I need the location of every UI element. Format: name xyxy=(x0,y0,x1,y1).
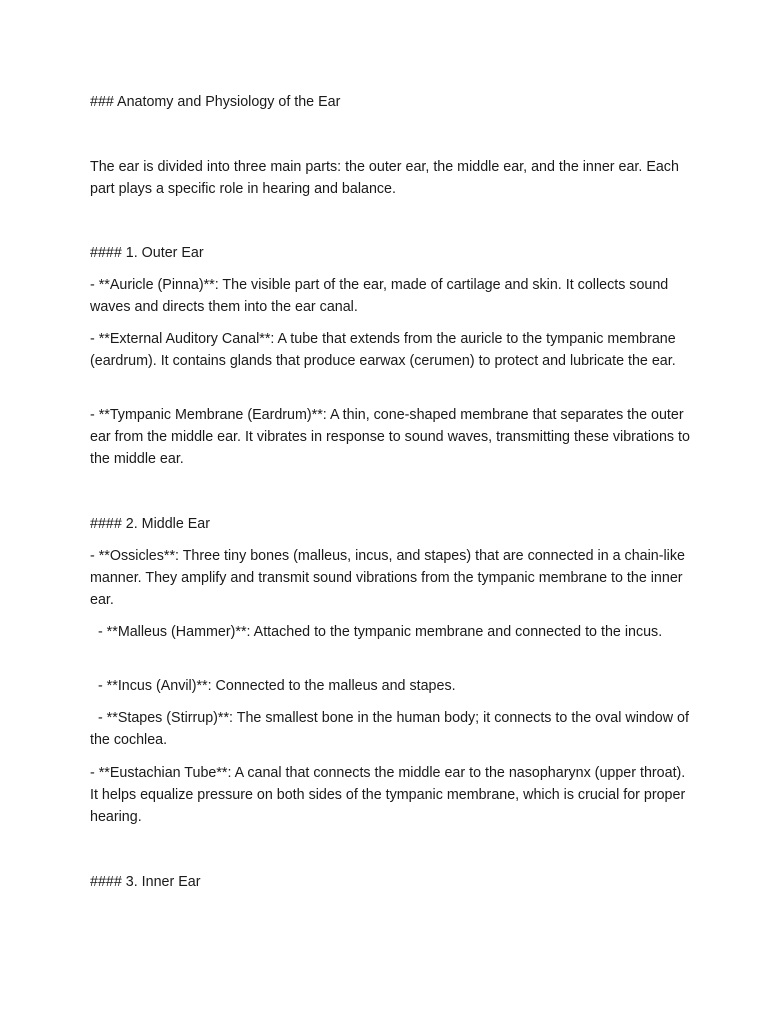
middle-ear-heading: #### 2. Middle Ear xyxy=(90,516,211,532)
middle-ear-item-eustachian-tube: - **Eustachian Tube**: A canal that connects the middle ear to the nasopharynx (upper throat). It helps equalize pressure on both sides of the tympanic membrane, which is crucial for proper hearing. xyxy=(90,765,690,825)
middle-ear-item-ossicles: - **Ossicles**: Three tiny bones (malleus, incus, and stapes) that are connected in a chain-like manner. They amplify and transmit sound vibrations from the tympanic membrane to the inner ear. xyxy=(90,548,689,608)
document-title: ### Anatomy and Physiology of the Ear xyxy=(90,94,341,110)
intro-paragraph: The ear is divided into three main parts: the outer ear, the middle ear, and the inner ear. Each part plays a specific role in hearing and balance. xyxy=(90,159,683,197)
inner-ear-heading: #### 3. Inner Ear xyxy=(90,874,201,890)
outer-ear-item-external-auditory-canal: - **External Auditory Canal**: A tube that extends from the auricle to the tympanic membrane (eardrum). It contains glands that produce earwax (cerumen) to protect and lubricate the ear. xyxy=(90,331,680,369)
middle-ear-item-incus: - **Incus (Anvil)**: Connected to the malleus and stapes. xyxy=(90,678,456,694)
outer-ear-item-auricle: - **Auricle (Pinna)**: The visible part of the ear, made of cartilage and skin. It collects sound waves and directs them into the ear canal. xyxy=(90,277,673,315)
middle-ear-item-stapes: - **Stapes (Stirrup)**: The smallest bone in the human body; it connects to the oval window of the cochlea. xyxy=(90,710,693,748)
middle-ear-item-malleus: - **Malleus (Hammer)**: Attached to the tympanic membrane and connected to the incus. xyxy=(90,624,663,640)
outer-ear-heading: #### 1. Outer Ear xyxy=(90,245,204,261)
outer-ear-item-tympanic-membrane: - **Tympanic Membrane (Eardrum)**: A thin, cone-shaped membrane that separates the outer ear from the middle ear. It vibrates in response to sound waves, transmitting these vibrations to the middle ear. xyxy=(90,407,694,467)
